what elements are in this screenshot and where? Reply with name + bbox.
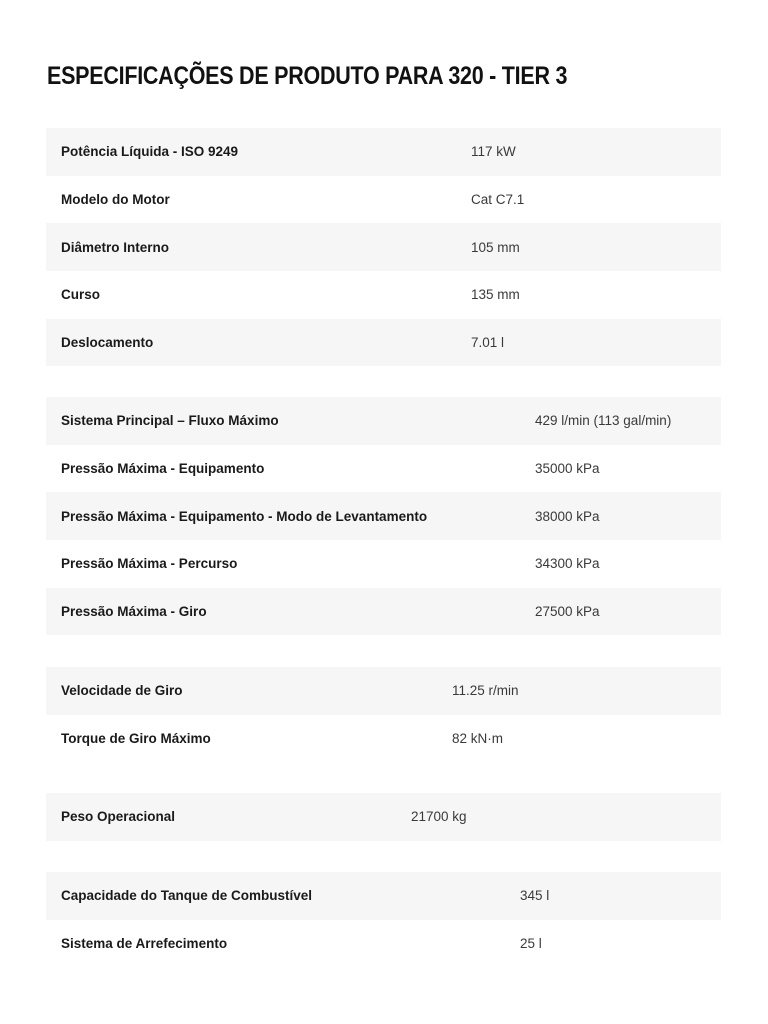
spec-value: 105 mm bbox=[471, 223, 721, 271]
spec-table-capacidades bbox=[46, 872, 721, 967]
spec-label: Deslocamento bbox=[46, 319, 471, 367]
spec-label: Capacidade do Tanque de Combustível bbox=[46, 872, 520, 920]
spec-label: Sistema Principal – Fluxo Máximo bbox=[46, 397, 535, 445]
table-row bbox=[46, 588, 721, 636]
spec-label: Velocidade de Giro bbox=[46, 667, 452, 715]
spec-value: 38000 kPa bbox=[535, 492, 721, 540]
table-row bbox=[46, 176, 721, 224]
spec-value: 117 kW bbox=[471, 128, 721, 176]
spec-label: Sistema de Arrefecimento bbox=[46, 920, 520, 968]
table-row bbox=[46, 319, 721, 367]
spec-label: Curso bbox=[46, 271, 471, 319]
spec-table-peso bbox=[46, 793, 721, 841]
spec-label: Diâmetro Interno bbox=[46, 223, 471, 271]
table-row bbox=[46, 667, 721, 715]
spec-label: Pressão Máxima - Equipamento bbox=[46, 445, 535, 493]
spec-label: Pressão Máxima - Equipamento - Modo de Levantamento bbox=[46, 492, 535, 540]
table-row bbox=[46, 872, 721, 920]
spec-value: Cat C7.1 bbox=[471, 176, 721, 224]
table-row bbox=[46, 793, 721, 841]
table-row bbox=[46, 397, 721, 445]
spec-value: 21700 kg bbox=[411, 793, 721, 841]
spec-value: 34300 kPa bbox=[535, 540, 721, 588]
spec-label: Peso Operacional bbox=[46, 793, 411, 841]
spec-label: Modelo do Motor bbox=[46, 176, 471, 224]
table-row bbox=[46, 271, 721, 319]
spec-label: Torque de Giro Máximo bbox=[46, 715, 452, 763]
table-row bbox=[46, 128, 721, 176]
spec-value: 25 l bbox=[520, 920, 721, 968]
spec-value: 135 mm bbox=[471, 271, 721, 319]
spec-value: 345 l bbox=[520, 872, 721, 920]
spec-table-sistema-hidraulico bbox=[46, 397, 721, 635]
page-title: ESPECIFICAÇÕES DE PRODUTO PARA 320 - TIER 3 bbox=[47, 62, 568, 90]
table-row bbox=[46, 540, 721, 588]
spec-value: 82 kN·m bbox=[452, 715, 721, 763]
table-row bbox=[46, 920, 721, 968]
spec-label: Pressão Máxima - Giro bbox=[46, 588, 535, 636]
spec-value: 7.01 l bbox=[471, 319, 721, 367]
spec-value: 35000 kPa bbox=[535, 445, 721, 493]
spec-value: 11.25 r/min bbox=[452, 667, 721, 715]
spec-table-motor bbox=[46, 128, 721, 366]
spec-value: 27500 kPa bbox=[535, 588, 721, 636]
spec-label: Potência Líquida - ISO 9249 bbox=[46, 128, 471, 176]
table-row bbox=[46, 223, 721, 271]
spec-label: Pressão Máxima - Percurso bbox=[46, 540, 535, 588]
table-row bbox=[46, 445, 721, 493]
spec-table-mecanismo-de-giro bbox=[46, 667, 721, 762]
table-row bbox=[46, 715, 721, 763]
spec-value: 429 l/min (113 gal/min) bbox=[535, 397, 721, 445]
table-row bbox=[46, 492, 721, 540]
